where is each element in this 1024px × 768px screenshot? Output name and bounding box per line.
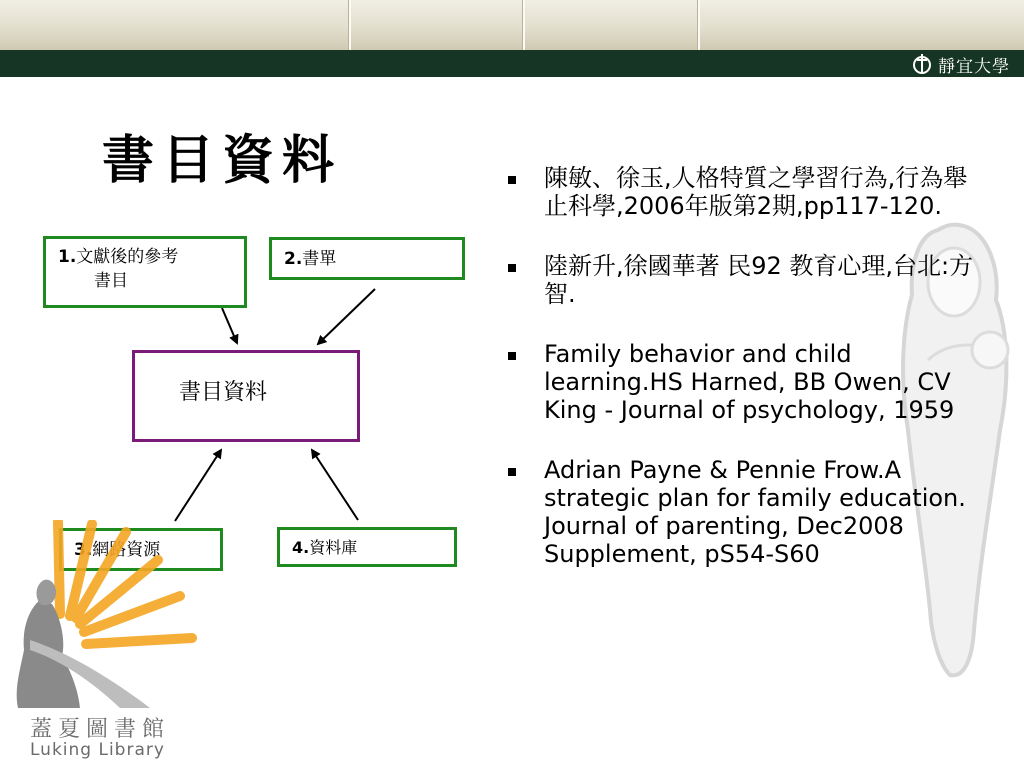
node-references-number: 1.: [58, 247, 77, 267]
node-references: [43, 236, 247, 308]
university-name: 靜宜大學: [938, 56, 1010, 77]
node-internet-number: 3.: [74, 540, 93, 560]
node-database-number: 4.: [292, 538, 310, 557]
top-banner: [0, 0, 1024, 77]
banner-texture: [0, 0, 1024, 50]
arrow-box4-to-center: [312, 450, 358, 520]
reference-item: 陳敏、徐玉,人格特質之學習行為,行為舉止科學,2006年版第2期,pp117-120.: [506, 164, 986, 220]
node-internet-label: 網路資源: [92, 540, 161, 560]
reference-list: [506, 164, 986, 600]
node-center-label: 書目資料: [179, 380, 268, 405]
library-logo-illustration: [0, 520, 200, 710]
node-database-label: 資料庫: [309, 538, 358, 557]
arrow-box2-to-center: [318, 289, 375, 344]
bullet-square-icon: [508, 176, 516, 184]
reference-item: Family behavior and child learning.HS Harned, BB Owen, CV King - Journal of psychology, 1959: [506, 340, 986, 424]
bullet-square-icon: [508, 468, 516, 476]
bullet-square-icon: [508, 264, 516, 272]
slide-title: 書目資料: [102, 130, 343, 191]
university-logo: [911, 51, 1010, 77]
node-booklist-number: 2.: [284, 249, 303, 269]
reference-item: 陸新升,徐國華著 民92 教育心理,台北:方智.: [506, 252, 986, 308]
node-booklist: [269, 237, 465, 280]
library-name-en: Luking Library: [30, 740, 165, 760]
arrow-box1-to-center: [222, 308, 237, 343]
library-name-zh: 蓋夏圖書館: [30, 717, 171, 742]
node-center: [132, 350, 360, 442]
banner-bar: [0, 50, 1024, 77]
bullet-square-icon: [508, 352, 516, 360]
arrow-box3-to-center: [175, 450, 221, 521]
node-database: [277, 527, 457, 567]
node-booklist-label: 書單: [302, 249, 337, 269]
node-references-label: 文獻後的參考: [76, 247, 179, 267]
node-references-label-line2: 書目: [94, 271, 128, 291]
cross-emblem-icon: [911, 53, 933, 75]
reference-item: Adrian Payne & Pennie Frow.A strategic plan for family education. Journal of parenting, Dec2008 Supplement, pS54-S60: [506, 456, 986, 568]
